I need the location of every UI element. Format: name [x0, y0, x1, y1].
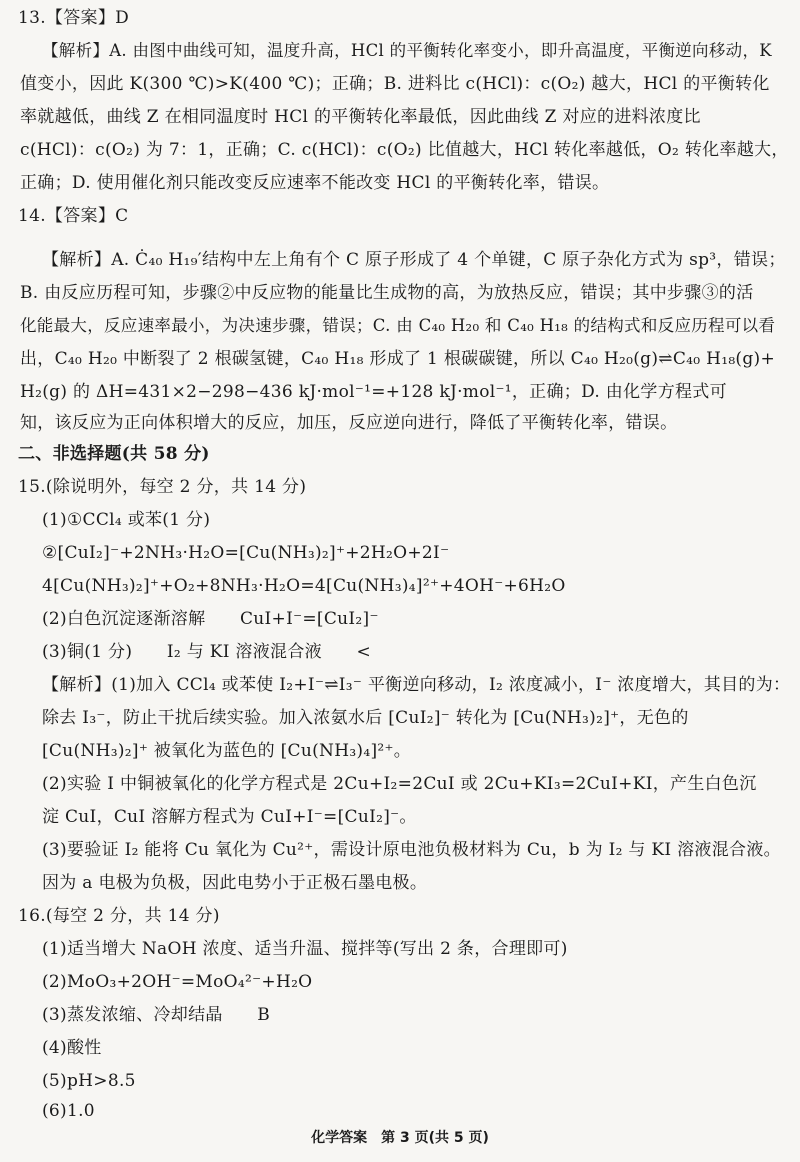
answer-15-equation: ②[CuI₂]⁻+2NH₃·H₂O=[Cu(NH₃)₂]⁺+2H₂O+2I⁻ — [42, 543, 450, 563]
answer-14-analysis-line: 知，该反应为正向体积增大的反应，加压，反应逆向进行，降低了平衡转化率，错误。 — [20, 413, 678, 433]
answer-16-item: (6)1.0 — [42, 1101, 95, 1121]
answer-13-analysis-line: c(HCl)：c(O₂) 为 7：1，正确；C. c(HCl)：c(O₂) 比值越大，HCl 转化率越低，O₂ 转化率越大， — [20, 140, 789, 160]
answer-15-heading: 15.(除说明外，每空 2 分，共 14 分) — [18, 477, 307, 497]
answer-13-analysis-line: 值变小，因此 K(300 ℃)>K(400 ℃)；正确；B. 进料比 c(HCl)：c(O₂) 越大，HCl 的平衡转化 — [20, 74, 770, 94]
answer-15-analysis-line: (2)实验 Ⅰ 中铜被氧化的化学方程式是 2Cu+I₂=2CuI 或 2Cu+KI₃=2CuI+KI，产生白色沉 — [42, 774, 757, 794]
answer-16-item: (2)MoO₃+2OH⁻=MoO₄²⁻+H₂O — [42, 972, 313, 992]
page-footer: 化学答案 第 3 页(共 5 页) — [311, 1130, 489, 1146]
answer-15-item: (3)铜(1 分) I₂ 与 KI 溶液混合液 < — [42, 642, 372, 662]
answer-14-analysis-line: 出，C₄₀ H₂₀ 中断裂了 2 根碳氢键，C₄₀ H₁₈ 形成了 1 根碳碳键，所以 C₄₀ H₂₀(g)⇌C₄₀ H₁₈(g)+ — [20, 349, 776, 369]
answer-16-item: (4)酸性 — [42, 1038, 102, 1058]
answer-15-equation: 4[Cu(NH₃)₂]⁺+O₂+8NH₃·H₂O=4[Cu(NH₃)₄]²⁺+4OH⁻+6H₂O — [42, 576, 566, 596]
answer-14-analysis-line: 化能最大，反应速率最小，为决速步骤，错误；C. 由 C₄₀ H₂₀ 和 C₄₀ H₁₈ 的结构式和反应历程可以看 — [20, 316, 776, 335]
answer-16-heading: 16.(每空 2 分，共 14 分) — [18, 906, 220, 926]
answer-14-analysis-line: 【解析】A. Ċ₄₀ H₁₉′结构中左上角有个 C 原子形成了 4 个单键，C 原子杂化方式为 sp³，错误； — [42, 250, 786, 270]
answer-15-analysis-line: [Cu(NH₃)₂]⁺ 被氧化为蓝色的 [Cu(NH₃)₄]²⁺。 — [42, 741, 412, 761]
answer-16-item: (1)适当增大 NaOH 浓度、适当升温、搅拌等(写出 2 条，合理即可) — [42, 939, 568, 959]
answer-13-analysis-line: 率就越低，曲线 Z 在相同温度时 HCl 的平衡转化率最低，因此曲线 Z 对应的进料浓度比 — [20, 107, 701, 127]
answer-16-item: (5)pH>8.5 — [42, 1071, 136, 1091]
answer-15-analysis-line: 淀 CuI，CuI 溶解方程式为 CuI+I⁻=[CuI₂]⁻。 — [42, 807, 417, 827]
answer-14-analysis-line: B. 由反应历程可知，步骤②中反应物的能量比生成物的高，为放热反应，错误；其中步骤③的活 — [20, 283, 754, 303]
answer-15-analysis-line: (3)要验证 I₂ 能将 Cu 氧化为 Cu²⁺，需设计原电池负极材料为 Cu，b 为 I₂ 与 KI 溶液混合液。 — [42, 840, 781, 860]
answer-15-item: (1)①CCl₄ 或苯(1 分) — [42, 510, 211, 530]
section-heading-non-choice: 二、非选择题(共 58 分) — [18, 444, 210, 464]
answer-15-analysis-line: 因为 a 电极为负极，因此电势小于正极石墨电极。 — [42, 873, 428, 893]
answer-13-analysis-line: 【解析】A. 由图中曲线可知，温度升高，HCl 的平衡转化率变小，即升高温度，平衡逆向移动，K — [42, 41, 772, 60]
answer-13-analysis-line: 正确；D. 使用催化剂只能改变反应速率不能改变 HCl 的平衡转化率，错误。 — [20, 173, 610, 193]
answer-14-analysis-line: H₂(g) 的 ΔH=431×2−298−436 kJ·mol⁻¹=+128 kJ·mol⁻¹，正确；D. 由化学方程式可 — [20, 382, 727, 402]
answer-16-item: (3)蒸发浓缩、冷却结晶 B — [42, 1005, 271, 1025]
answer-13-heading: 13.【答案】D — [18, 8, 130, 28]
answer-14-heading: 14.【答案】C — [18, 206, 129, 226]
answer-15-analysis-line: 除去 I₃⁻，防止干扰后续实验。加入浓氨水后 [CuI₂]⁻ 转化为 [Cu(NH₃)₂]⁺，无色的 — [42, 708, 689, 728]
answer-15-item: (2)白色沉淀逐渐溶解 CuI+I⁻=[CuI₂]⁻ — [42, 609, 379, 629]
answer-15-analysis-line: 【解析】(1)加入 CCl₄ 或苯使 I₂+I⁻⇌I₃⁻ 平衡逆向移动，I₂ 浓度减小，I⁻ 浓度增大，其目的为： — [42, 675, 791, 695]
